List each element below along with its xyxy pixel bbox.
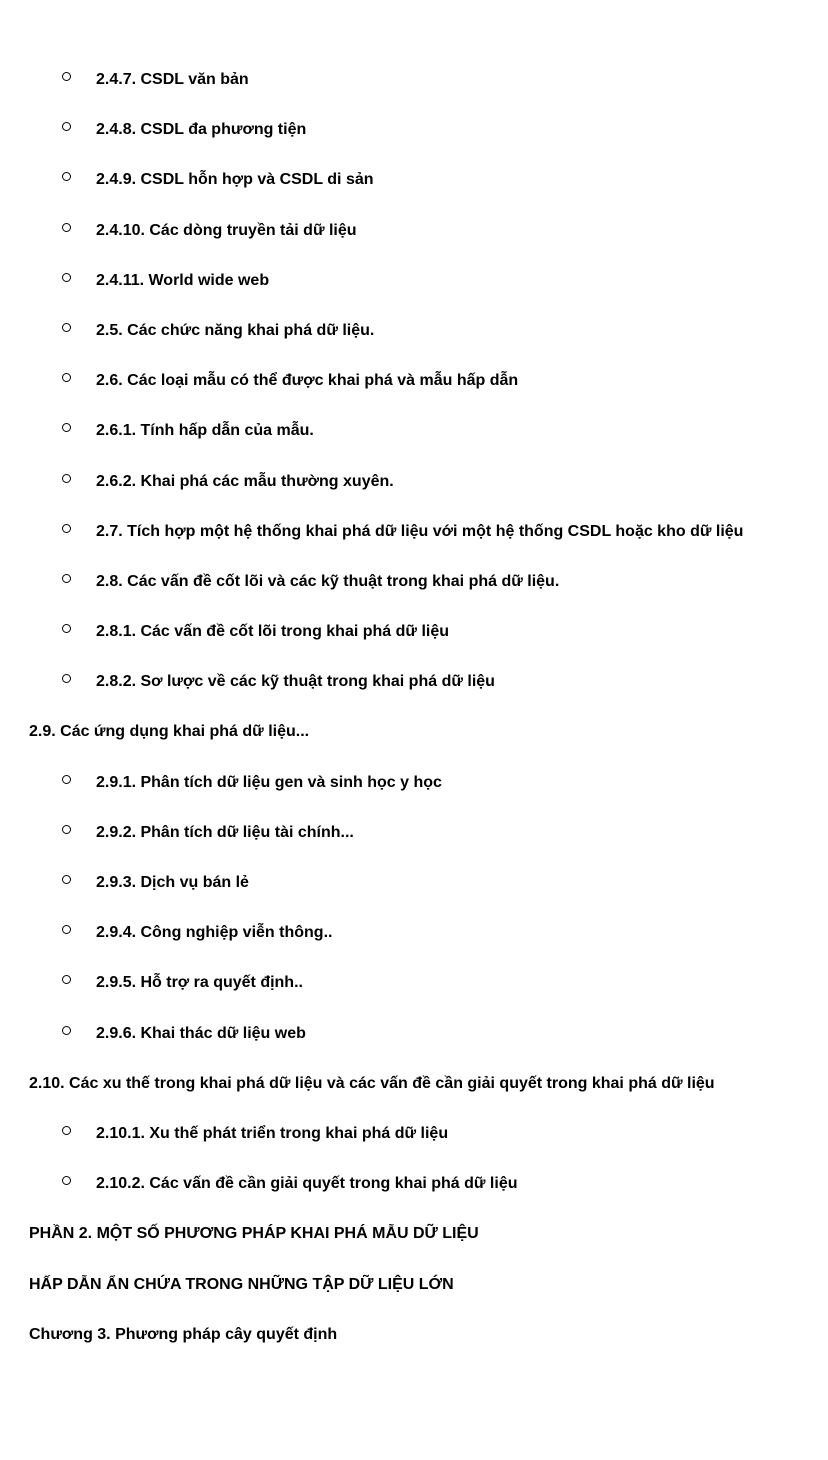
toc-entry-text: 2.9.2. Phân tích dữ liệu tài chính... [96, 823, 354, 841]
toc-entry-text: 2.10.2. Các vấn đề cần giải quyết trong khai phá dữ liệu [96, 1175, 518, 1193]
toc-entry-text: 2.7. Tích hợp một hệ thống khai phá dữ liệu với một hệ thống CSDL hoặc kho dữ liệu [96, 522, 744, 540]
toc-entry-text: 2.9. Các ứng dụng khai phá dữ liệu... [29, 723, 310, 741]
circle-bullet-icon [62, 524, 71, 533]
toc-item [0, 570, 828, 620]
toc-item [0, 670, 828, 720]
toc-entry-text: 2.8.1. Các vấn đề cốt lõi trong khai phá dữ liệu [96, 623, 449, 641]
circle-bullet-icon [62, 72, 71, 81]
toc-item [0, 620, 828, 670]
circle-bullet-icon [62, 925, 71, 934]
toc-entry-text: 2.9.5. Hỗ trợ ra quyết định.. [96, 974, 303, 992]
circle-bullet-icon [62, 1126, 71, 1135]
toc-heading [0, 1323, 828, 1373]
toc-entry-text: 2.4.8. CSDL đa phương tiện [96, 121, 307, 139]
toc-entry-text: 2.4.7. CSDL văn bản [96, 71, 249, 88]
toc-heading [0, 1222, 828, 1272]
circle-bullet-icon [62, 122, 71, 131]
toc-item [0, 118, 828, 168]
toc-entry-text: 2.8. Các vấn đề cốt lõi và các kỹ thuật trong khai phá dữ liệu. [96, 572, 560, 590]
toc-entry-text: 2.9.1. Phân tích dữ liệu gen và sinh học y học [96, 773, 442, 791]
toc-entry-text: 2.4.9. CSDL hỗn hợp và CSDL di sản [96, 171, 374, 189]
circle-bullet-icon [62, 1176, 71, 1185]
toc-entry-text: 2.6. Các loại mẫu có thể được khai phá và mẫu hấp dẫn [96, 372, 519, 390]
toc-item [0, 269, 828, 319]
toc-item [0, 319, 828, 369]
toc-entry-text: 2.4.10. Các dòng truyền tải dữ liệu [96, 221, 357, 239]
circle-bullet-icon [62, 674, 71, 683]
circle-bullet-icon [62, 775, 71, 784]
circle-bullet-icon [62, 223, 71, 232]
circle-bullet-icon [62, 875, 71, 884]
toc-item [0, 168, 828, 218]
toc-item [0, 971, 828, 1021]
circle-bullet-icon [62, 975, 71, 984]
circle-bullet-icon [62, 474, 71, 483]
toc-item [0, 1022, 828, 1072]
toc-entry-text: 2.9.6. Khai thác dữ liệu web [96, 1024, 306, 1042]
table-of-contents [0, 68, 828, 1373]
toc-entry-text: 2.8.2. Sơ lược về các kỹ thuật trong khai phá dữ liệu [96, 673, 495, 691]
toc-item [0, 821, 828, 871]
toc-entry-text: PHẦN 2. MỘT SỐ PHƯƠNG PHÁP KHAI PHÁ MẪU DỮ LIỆU [29, 1225, 479, 1243]
toc-heading [0, 1273, 828, 1323]
toc-entry-text: 2.6.2. Khai phá các mẫu thường xuyên. [96, 472, 394, 490]
toc-item [0, 219, 828, 269]
toc-item [0, 68, 828, 118]
toc-item [0, 470, 828, 520]
toc-item [0, 1172, 828, 1222]
toc-item [0, 520, 828, 570]
circle-bullet-icon [62, 624, 71, 633]
circle-bullet-icon [62, 273, 71, 282]
toc-item [0, 771, 828, 821]
circle-bullet-icon [62, 423, 71, 432]
toc-entry-text: 2.5. Các chức năng khai phá dữ liệu. [96, 321, 375, 339]
toc-heading [0, 1072, 828, 1122]
circle-bullet-icon [62, 373, 71, 382]
circle-bullet-icon [62, 172, 71, 181]
toc-item [0, 369, 828, 419]
circle-bullet-icon [62, 323, 71, 332]
toc-item [0, 921, 828, 971]
toc-entry-text: HẤP DẪN ẨN CHỨA TRONG NHỮNG TẬP DỮ LIỆU LỚN [29, 1275, 454, 1293]
toc-entry-text: Chương 3. Phương pháp cây quyết định [29, 1325, 338, 1343]
toc-entry-text: 2.9.4. Công nghiệp viễn thông.. [96, 924, 333, 942]
toc-item [0, 419, 828, 469]
toc-entry-text: 2.10. Các xu thế trong khai phá dữ liệu và các vấn đề cần giải quyết trong khai phá dữ liệu [29, 1074, 715, 1092]
toc-entry-text: 2.6.1. Tính hấp dẫn của mẫu. [96, 422, 314, 440]
toc-entry-text: 2.10.1. Xu thế phát triển trong khai phá dữ liệu [96, 1124, 449, 1142]
toc-item [0, 1122, 828, 1172]
toc-entry-text: 2.9.3. Dịch vụ bán lẻ [96, 874, 249, 891]
circle-bullet-icon [62, 574, 71, 583]
toc-heading [0, 720, 828, 770]
toc-item [0, 871, 828, 921]
circle-bullet-icon [62, 825, 71, 834]
circle-bullet-icon [62, 1026, 71, 1035]
toc-entry-text: 2.4.11. World wide web [96, 271, 270, 289]
